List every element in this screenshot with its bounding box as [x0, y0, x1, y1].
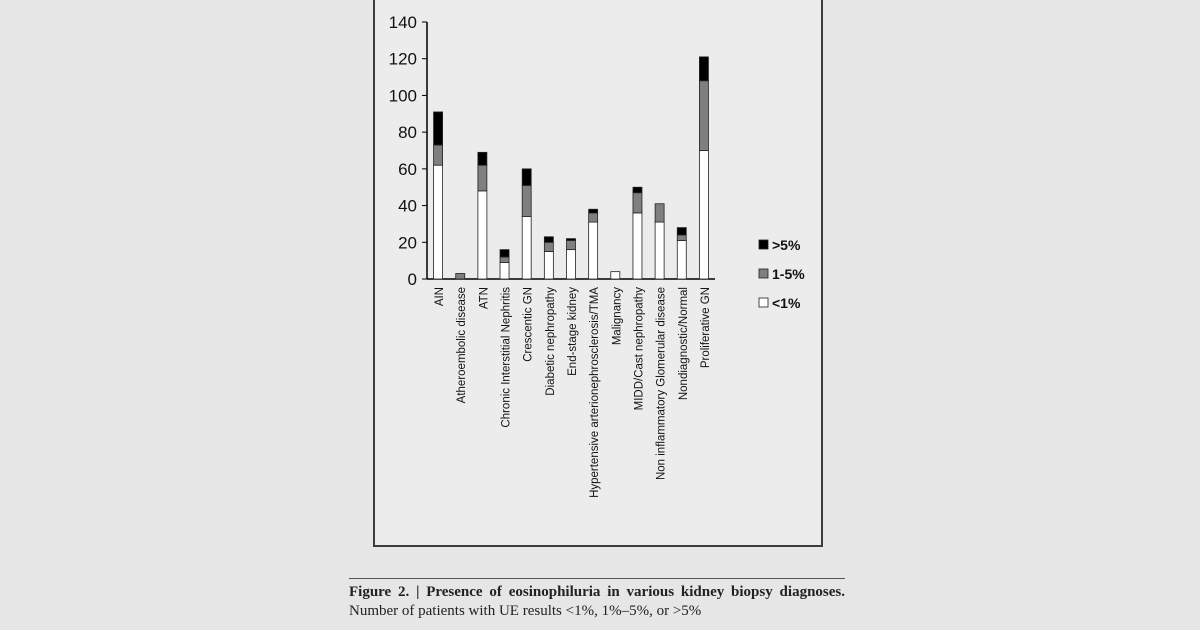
bar-segment	[522, 169, 531, 186]
bar-segment	[633, 187, 642, 193]
bar-segment	[434, 165, 443, 279]
bar-segment	[478, 165, 487, 191]
legend-swatch	[759, 269, 768, 278]
bar-segment	[522, 185, 531, 216]
x-category-label: Atheroembolic disease	[456, 287, 469, 404]
bar-segment	[500, 257, 509, 263]
caption-rule	[349, 578, 845, 579]
bar-segment	[434, 112, 443, 145]
bar-segment	[677, 240, 686, 279]
y-tick-label: 40	[398, 196, 417, 216]
x-category-label: Proliferative GN	[699, 287, 712, 369]
y-tick-label: 120	[388, 49, 417, 69]
x-category-label: Nondiagnostic/Normal	[677, 287, 690, 401]
legend-swatch	[759, 240, 768, 249]
bar-segment	[677, 235, 686, 241]
bar-segment	[589, 209, 598, 213]
x-category-label: Diabetic nephropathy	[544, 287, 557, 396]
figure-caption	[349, 583, 845, 621]
bar-segment	[589, 213, 598, 222]
bar-segment	[567, 240, 576, 249]
legend-label: >5%	[772, 237, 801, 253]
x-category-label: Hypertensive arterionephrosclerosis/TMA	[589, 287, 602, 498]
bar-segment	[589, 222, 598, 279]
bar-segment	[699, 151, 708, 280]
x-category-label: ATN	[478, 287, 491, 310]
x-category-label: AIN	[434, 287, 447, 307]
y-tick-label: 80	[398, 123, 417, 143]
bar-segment	[456, 273, 465, 279]
figure-panel	[373, 0, 823, 547]
legend-label: 1-5%	[772, 266, 805, 282]
bar-segment	[655, 204, 664, 222]
x-category-label: End-stage kidney	[567, 287, 579, 376]
bar-segment	[633, 193, 642, 213]
bar-segment	[522, 217, 531, 279]
bar-segment	[633, 213, 642, 279]
bar-segment	[434, 145, 443, 165]
legend-label: <1%	[772, 295, 801, 311]
x-category-label: Chronic Interstitial Nephritis	[500, 287, 513, 428]
bar-segment	[478, 191, 487, 279]
caption-label: Figure 2. | Presence of eosinophiluria in various kidney biopsy diagnoses.	[349, 584, 845, 600]
bar-segment	[500, 250, 509, 257]
stacked-bar-chart	[375, 0, 821, 545]
y-tick-label: 60	[398, 159, 417, 179]
x-category-label: MIDD/Cast nephropathy	[633, 287, 646, 411]
bar-segment	[544, 237, 553, 243]
bar-segment	[500, 262, 509, 279]
bar-segment	[699, 81, 708, 151]
bar-segment	[567, 250, 576, 279]
x-category-label: Malignancy	[611, 287, 624, 346]
y-tick-label: 0	[407, 270, 417, 289]
legend-swatch	[759, 298, 768, 307]
x-category-label: Crescentic GN	[522, 287, 535, 362]
bar-segment	[655, 222, 664, 279]
y-tick-label: 140	[388, 13, 417, 32]
bar-segment	[699, 57, 708, 81]
bar-segment	[677, 228, 686, 235]
y-tick-label: 20	[398, 233, 417, 253]
bar-segment	[544, 242, 553, 251]
bar-segment	[544, 251, 553, 279]
caption-text: Number of patients with UE results <1%, 1%–5%, or >5%	[349, 603, 702, 619]
x-category-label: Non inflammatory Glomerular disease	[655, 287, 668, 481]
bar-segment	[567, 239, 576, 241]
bar-segment	[478, 152, 487, 165]
bar-segment	[611, 272, 620, 279]
y-tick-label: 100	[388, 86, 417, 106]
